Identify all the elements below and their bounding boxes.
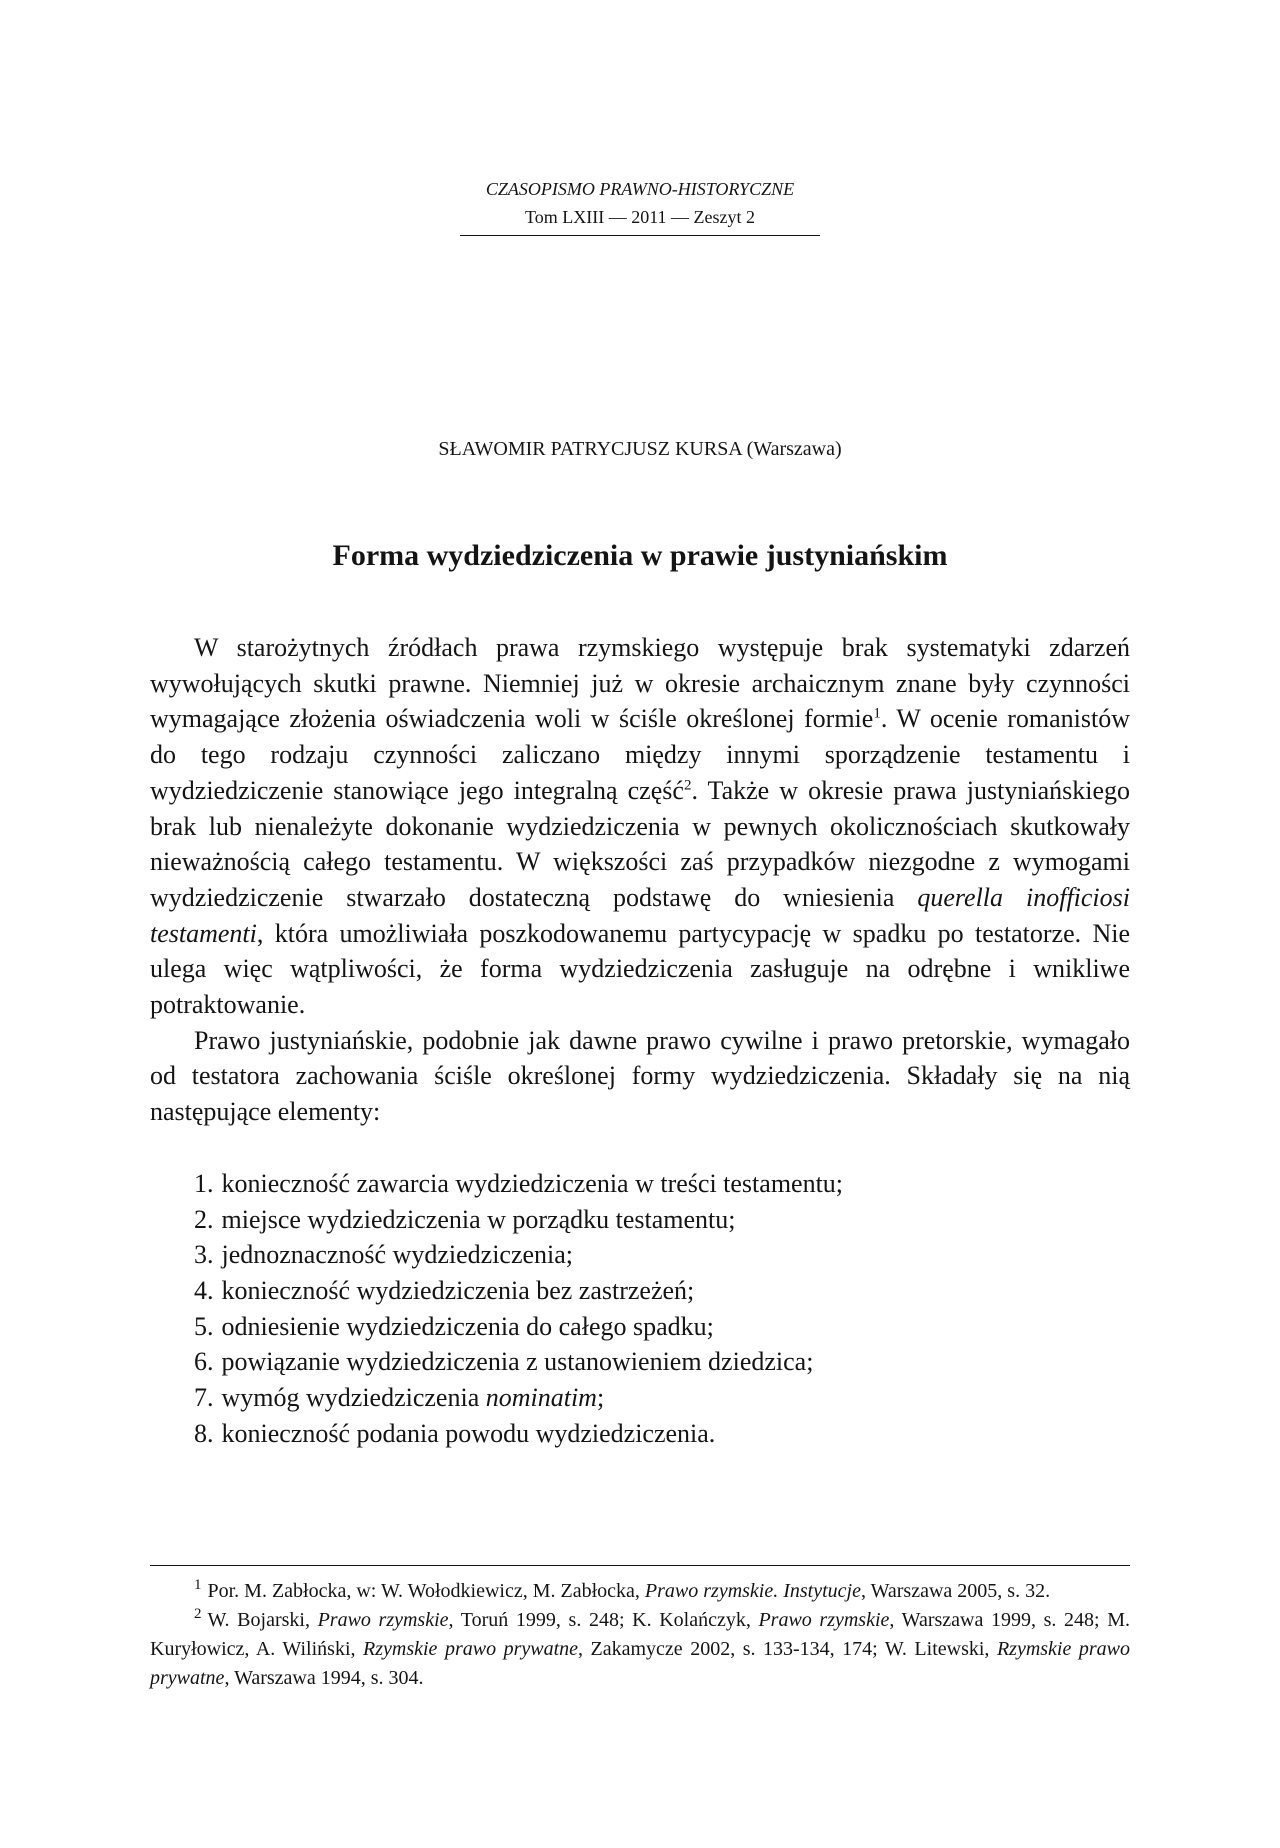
footnote-mark: 1 [194,1577,202,1594]
article-body [150,630,1130,1451]
list-item-number: 4. [194,1275,214,1305]
list-item-italic: nominatim [485,1383,597,1413]
footnote-mark: 2 [194,1606,202,1623]
list-item [194,1309,1130,1345]
header-rule [460,235,820,236]
paragraph-2: Prawo justyniańskie, podobnie jak dawne prawo cywilne i prawo pretorskie, wymagało od testatora zachowania ściśle określonej formy wydziedziczenia. Składały się na nią następujące elementy: [150,1025,1130,1127]
list-item-number: 3. [194,1240,214,1270]
footnote-title: Rzymskie prawo prywatne [363,1638,579,1660]
elements-list [150,1166,1130,1452]
list-item-number: 1. [194,1168,214,1198]
list-item-number: 2. [194,1204,214,1234]
footnote-title: Prawo rzymskie. Instytucje [644,1580,861,1602]
list-item [194,1273,1130,1309]
footnote-text: , Warszawa 1994, s. 304. [224,1667,424,1689]
footnote-rule [150,1565,1130,1566]
footnote-1 [150,1577,1130,1606]
list-item-number: 6. [194,1347,214,1377]
footnote-text: Por. M. Zabłocka, w: W. Wołodkiewicz, M. Zabłocka, [207,1580,645,1602]
list-item-text: powiązanie wydziedziczenia z ustanowieniem dziedzica; [221,1347,814,1377]
paragraph-1 [150,630,1130,1023]
list-item [194,1237,1130,1273]
footnote-title: Prawo rzymskie [317,1609,449,1631]
list-item-text: konieczność wydziedziczenia bez zastrzeżeń; [221,1275,695,1305]
paragraph-1-text: , która umożliwiała poszkodowanemu partycypację w spadku po testatorze. Nie ulega więc wątpliwości, że forma wydziedziczenia zasługuje na odrębne i wnikliwe potraktowanie. [150,918,1130,1020]
list-item-number: 7. [194,1383,214,1413]
journal-issue: Tom LXIII — 2011 — Zeszyt 2 [524,207,756,227]
list-item-text: wymóg wydziedziczenia [221,1383,486,1413]
list-item [194,1380,1130,1416]
list-item [194,1416,1130,1452]
paragraph-1-text: W starożytnych źródłach prawa rzymskiego występuje brak systematyki zdarzeń wywołujących skutki prawne. Niemniej już w okresie archaicznym znane były czynności wymagające złożenia oświadczenia woli w ściśle określonej formie [150,633,1130,734]
journal-header [460,175,820,231]
list-item-text: odniesienie wydziedziczenia do całego spadku; [221,1311,714,1341]
footnote-text: W. Bojarski, [207,1609,318,1631]
list-item-text: konieczność podania powodu wydziedziczenia. [221,1418,716,1448]
footnote-2 [150,1606,1130,1693]
footnote-text: , Zakamycze 2002, s. 133-134, 174; W. Litewski, [578,1638,997,1660]
author-line: SŁAWOMIR PATRYCJUSZ KURSA (Warszawa) [438,438,842,460]
list-item [194,1344,1130,1380]
journal-name: CZASOPISMO PRAWNO-HISTORYCZNE [485,179,795,199]
footnote-text: , Warszawa 1999, s. 248; M. Kuryłowicz, A. Wiliński, [150,1609,1130,1660]
footnote-ref-2: 2 [683,777,692,794]
paragraph-1-text: . Także w okresie prawa justyniańskiego brak lub nienależyte dokonanie wydziedziczenia w pewnych okolicznościach skutkowały nieważnością całego testamentu. W większości zaś przypadków niezgodne z wymogami wydziedziczenie stwarzało dostateczną podstawę do wniesienia [150,775,1130,912]
list-item-number: 5. [194,1311,214,1341]
footnote-text: , Warszawa 2005, s. 32. [860,1580,1051,1602]
list-item [194,1202,1130,1238]
list-item-text: jednoznaczność wydziedziczenia; [221,1240,574,1270]
list-item [194,1166,1130,1202]
article-title: Forma wydziedziczenia w prawie justyniańskim [332,539,948,572]
list-item-text: konieczność zawarcia wydziedziczenia w treści testamentu; [221,1168,844,1198]
footnotes [150,1577,1130,1693]
list-item-text: miejsce wydziedziczenia w porządku testamentu; [221,1204,736,1234]
footnote-title: Rzymskie prawo prywatne [150,1638,1130,1689]
footnote-title: Prawo rzymskie [758,1609,890,1631]
footnote-text: , Toruń 1999, s. 248; K. Kolańczyk, [448,1609,759,1631]
paragraph-1-text: . W ocenie romanistów do tego rodzaju czynności zaliczano między innymi sporządzenie testamentu i wydziedziczenie stanowiące jego integralną część [150,704,1130,805]
list-item-tail: ; [596,1383,605,1413]
list-item-number: 8. [194,1418,214,1448]
latin-term: querella inofficiosi testamenti [150,882,1130,948]
footnote-ref-1: 1 [873,705,881,722]
